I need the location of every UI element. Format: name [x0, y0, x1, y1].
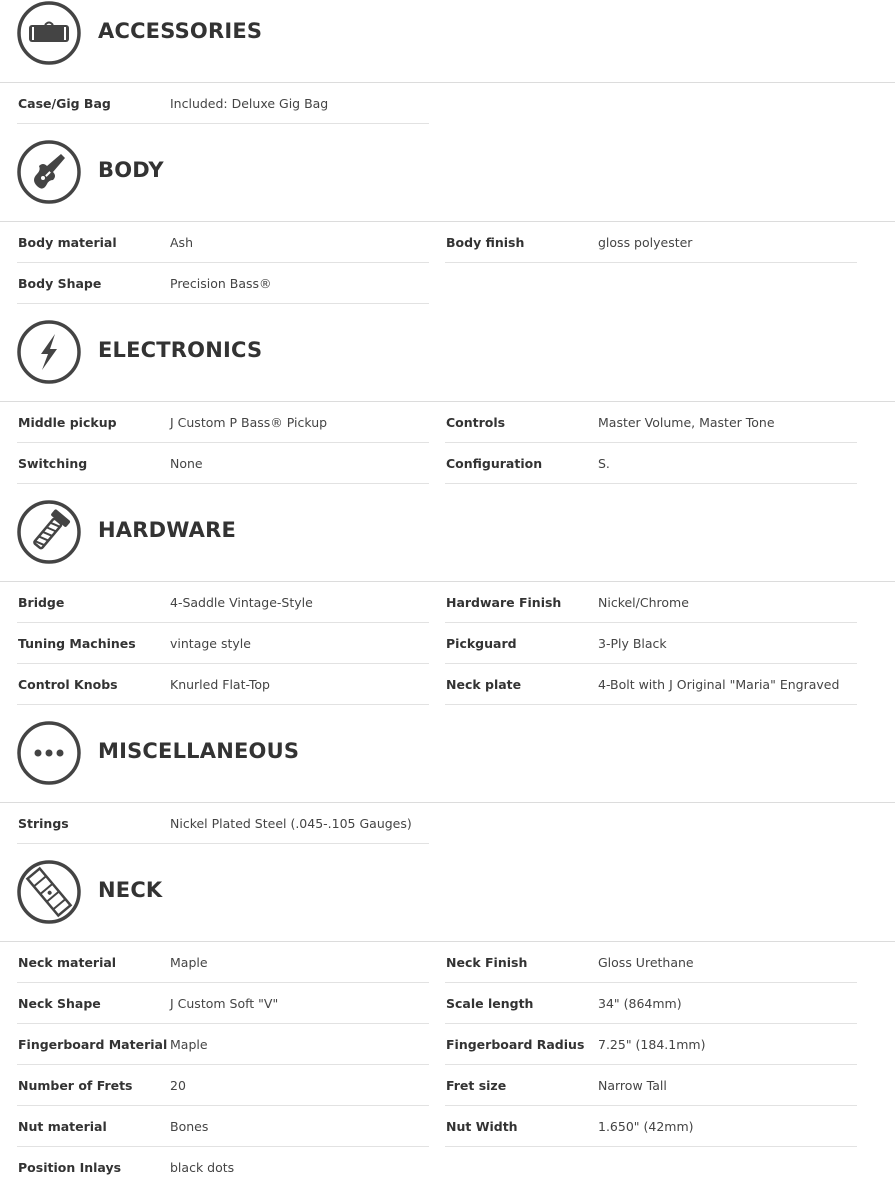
spec-label: Number of Frets: [18, 1078, 133, 1093]
spec-row: [17, 222, 429, 263]
screw-icon: [17, 500, 81, 564]
spec-value: 3-Ply Black: [598, 636, 667, 651]
spec-label: Controls: [446, 415, 506, 430]
guitar-neck-icon: [17, 860, 81, 924]
spec-value: vintage style: [170, 636, 251, 651]
spec-row: [17, 1065, 429, 1106]
spec-row: [17, 582, 429, 623]
section-title: MISCELLANEOUS: [98, 739, 300, 763]
spec-row: [17, 942, 429, 983]
spec-label: Fret size: [446, 1078, 507, 1093]
lightning-bolt-icon: [17, 320, 81, 384]
spec-value: Knurled Flat-Top: [170, 677, 270, 692]
spec-value: 7.25" (184.1mm): [598, 1037, 706, 1052]
gig-bag-icon: [17, 1, 81, 65]
spec-value: S.: [598, 456, 610, 471]
spec-row: [17, 1106, 429, 1147]
spec-row: [17, 1024, 429, 1065]
spec-row: [445, 582, 857, 623]
spec-row: [445, 983, 857, 1024]
spec-label: Nut Width: [446, 1119, 518, 1134]
spec-row: [445, 1065, 857, 1106]
spec-value: Maple: [170, 955, 208, 970]
spec-label: Tuning Machines: [18, 636, 136, 651]
spec-value: Included: Deluxe Gig Bag: [170, 96, 329, 111]
section-title: BODY: [98, 158, 164, 182]
spec-value: Ash: [170, 235, 193, 250]
spec-value: Nickel/Chrome: [598, 595, 689, 610]
spec-value: Nickel Plated Steel (.045-.105 Gauges): [170, 816, 412, 831]
spec-label: Case/Gig Bag: [18, 96, 111, 111]
spec-value: Gloss Urethane: [598, 955, 694, 970]
section-title: HARDWARE: [98, 518, 237, 542]
spec-value: Precision Bass®: [170, 276, 272, 291]
spec-value: Bones: [170, 1119, 209, 1134]
section-body: [0, 125, 895, 305]
spec-value: black dots: [170, 1160, 235, 1175]
spec-row: [445, 443, 857, 484]
spec-value: Narrow Tall: [598, 1078, 667, 1093]
spec-label: Position Inlays: [18, 1160, 122, 1175]
ellipsis-icon: [17, 721, 81, 785]
spec-label: Neck material: [18, 955, 117, 970]
spec-row: [17, 402, 429, 443]
section-title: NECK: [98, 878, 163, 902]
spec-value: gloss polyester: [598, 235, 693, 250]
spec-label: Body finish: [446, 235, 525, 250]
spec-label: Scale length: [446, 996, 534, 1011]
section-accessories: [0, 0, 895, 125]
spec-label: Hardware Finish: [446, 595, 562, 610]
spec-label: Neck Finish: [446, 955, 528, 970]
spec-label: Switching: [18, 456, 88, 471]
spec-row: [445, 623, 857, 664]
section-header: [0, 845, 895, 942]
spec-row: [17, 443, 429, 484]
spec-row: [17, 664, 429, 705]
spec-value: 34" (864mm): [598, 996, 682, 1011]
spec-value: 20: [170, 1078, 186, 1093]
spec-label: Configuration: [446, 456, 543, 471]
section-header: [0, 0, 895, 83]
spec-label: Fingerboard Material: [18, 1037, 168, 1052]
spec-label: Middle pickup: [18, 415, 117, 430]
section-neck: [0, 845, 895, 1189]
spec-value: 1.650" (42mm): [598, 1119, 694, 1134]
spec-row: [17, 803, 429, 844]
section-hardware: [0, 485, 895, 706]
spec-label: Body material: [18, 235, 117, 250]
spec-label: Bridge: [18, 595, 65, 610]
spec-row: [445, 222, 857, 263]
spec-row: [445, 1106, 857, 1147]
spec-value: None: [170, 456, 203, 471]
section-miscellaneous: [0, 706, 895, 845]
spec-label: Fingerboard Radius: [446, 1037, 585, 1052]
spec-value: Master Volume, Master Tone: [598, 415, 775, 430]
section-header: [0, 706, 895, 803]
spec-row: [17, 623, 429, 664]
section-electronics: [0, 305, 895, 485]
spec-row: [17, 983, 429, 1024]
guitar-body-icon: [17, 140, 81, 204]
spec-row: [445, 942, 857, 983]
section-title: ACCESSORIES: [98, 19, 263, 43]
spec-row: [445, 402, 857, 443]
spec-value: J Custom Soft "V": [170, 996, 279, 1011]
spec-value: Maple: [170, 1037, 208, 1052]
spec-label: Nut material: [18, 1119, 107, 1134]
spec-label: Body Shape: [18, 276, 102, 291]
section-title: ELECTRONICS: [98, 338, 263, 362]
spec-value: J Custom P Bass® Pickup: [170, 415, 328, 430]
section-header: [0, 485, 895, 582]
spec-label: Control Knobs: [18, 677, 118, 692]
spec-value: 4-Bolt with J Original "Maria" Engraved: [598, 677, 840, 692]
spec-value: 4-Saddle Vintage-Style: [170, 595, 313, 610]
section-header: [0, 125, 895, 222]
spec-row: [17, 1147, 429, 1187]
spec-label: Pickguard: [446, 636, 517, 651]
spec-row: [445, 664, 857, 705]
spec-label: Neck plate: [446, 677, 522, 692]
spec-row: [445, 1024, 857, 1065]
section-header: [0, 305, 895, 402]
spec-row: [17, 83, 429, 124]
spec-label: Strings: [18, 816, 69, 831]
spec-row: [17, 263, 429, 304]
spec-label: Neck Shape: [18, 996, 101, 1011]
